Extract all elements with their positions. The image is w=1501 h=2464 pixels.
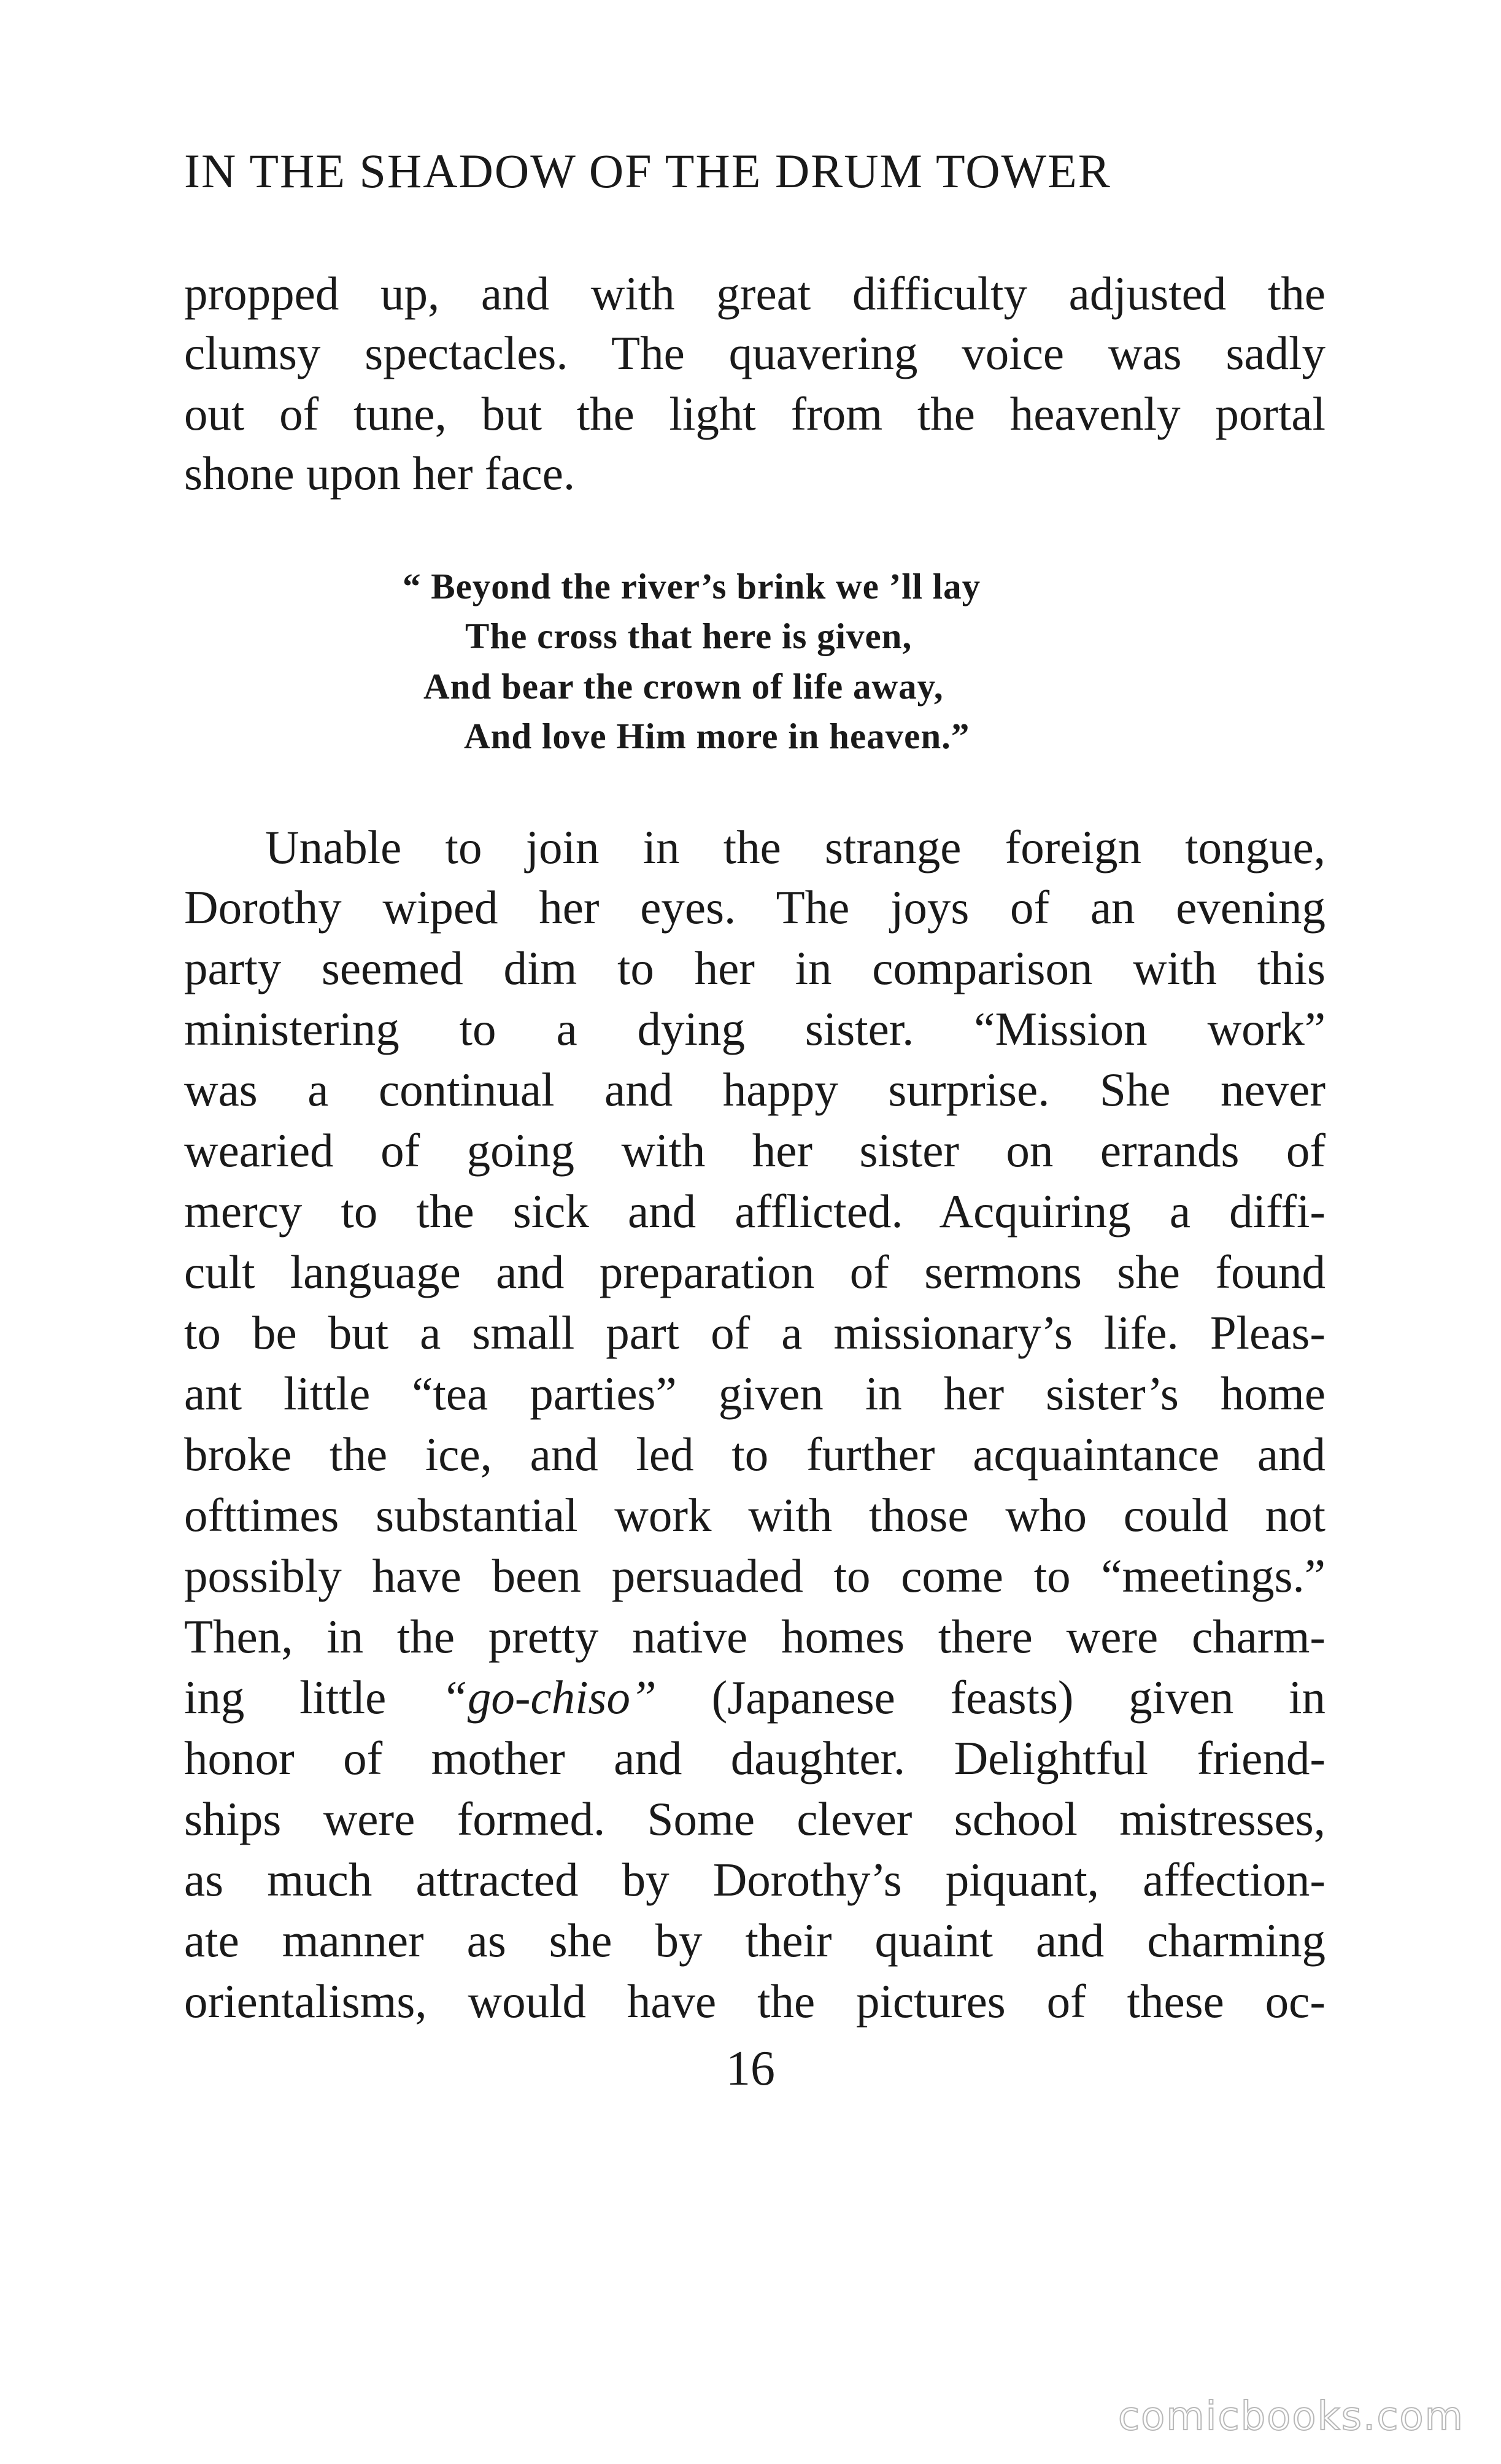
verse-line: And bear the crown of life away, <box>423 666 944 707</box>
line-segment: ing little <box>184 1671 442 1724</box>
text-line: ate manner as she by their quaint and charming <box>184 1914 1325 1967</box>
text-line: honor of mother and daughter. Delightful friend- <box>184 1732 1325 1784</box>
verse-line: And love Him more in heaven.” <box>464 716 970 756</box>
running-title: IN THE SHADOW OF THE DRUM TOWER <box>184 144 1111 198</box>
text-line: wearied of going with her sister on errands of <box>184 1124 1325 1177</box>
watermark: comicbooks.com <box>1117 2394 1464 2439</box>
text-line: orientalisms, would have the pictures of these oc- <box>184 1975 1325 2028</box>
text-line: was a continual and happy surprise. She never <box>184 1063 1325 1116</box>
text-line: mercy to the sick and afflicted. Acquiring a diffi- <box>184 1185 1325 1238</box>
text-line: out of tune, but the light from the heavenly portal <box>184 387 1325 440</box>
verse-line: “ Beyond the river’s brink we ’ll lay <box>403 566 981 606</box>
text-line: ships were formed. Some clever school mistresses, <box>184 1792 1325 1845</box>
text-line: ministering to a dying sister. “Mission work” <box>184 1002 1325 1055</box>
text-line: ofttimes substantial work with those who could not <box>184 1489 1325 1541</box>
text-line: clumsy spectacles. The quavering voice was sadly <box>184 327 1325 379</box>
text-line: shone upon her face. <box>184 447 576 500</box>
text-line: propped up, and with great difficulty adjusted the <box>184 267 1325 320</box>
text-line: as much attracted by Dorothy’s piquant, affection- <box>184 1853 1325 1906</box>
text-line: Unable to join in the strange foreign tongue, <box>265 821 1325 874</box>
text-line: Then, in the pretty native homes there were charm- <box>184 1610 1325 1663</box>
text-line-with-italic <box>184 1671 1325 1724</box>
text-line: Dorothy wiped her eyes. The joys of an evening <box>184 881 1325 934</box>
text-line: possibly have been persuaded to come to “meetings.” <box>184 1549 1325 1602</box>
page-number: 16 <box>726 2042 775 2096</box>
text-line: party seemed dim to her in comparison with this <box>184 942 1325 994</box>
verse-line: The cross that here is given, <box>465 616 913 656</box>
text-line: ant little “tea parties” given in her sister’s home <box>184 1367 1325 1420</box>
text-line: cult language and preparation of sermons she found <box>184 1246 1325 1298</box>
text-line: to be but a small part of a missionary’s life. Pleas- <box>184 1306 1325 1359</box>
italic-term: “go-chiso” <box>441 1671 657 1724</box>
text-line: broke the ice, and led to further acquaintance and <box>184 1428 1325 1481</box>
line-segment: (Japanese feasts) given in <box>656 1671 1325 1724</box>
